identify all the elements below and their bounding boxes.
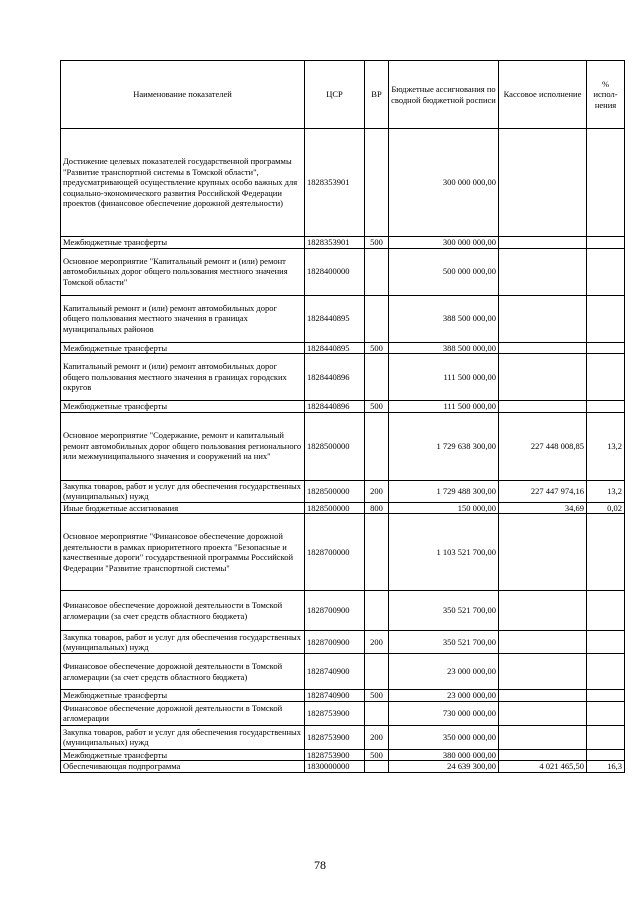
cell-name: Закупка товаров, работ и услуг для обеспечения государственных (муниципальных) нужд [61, 725, 305, 749]
cell-pct [587, 749, 625, 761]
cell-budget: 1 729 638 300,00 [389, 412, 499, 480]
cell-cash: 227 448 008,85 [499, 412, 587, 480]
cell-cash [499, 237, 587, 249]
cell-csr: 1830000000 [305, 761, 365, 773]
cell-name: Финансовое обеспечение дорожной деятельности в Томской агломерации (за счет средств областного бюджета) [61, 654, 305, 690]
cell-name: Основное мероприятие "Финансовое обеспечение дорожной деятельности в рамках приоритетного проекта "Безопасные и качественные дороги" государственной программы Российской Федерации "Развитие транспортной системы" [61, 514, 305, 591]
cell-cash [499, 248, 587, 295]
cell-cash [499, 690, 587, 702]
cell-pct [587, 342, 625, 354]
col-header-vr: ВР [365, 61, 389, 129]
cell-csr: 1828753900 [305, 725, 365, 749]
cell-csr: 1828700000 [305, 514, 365, 591]
cell-name: Капитальный ремонт и (или) ремонт автомобильных дорог общего пользования местного значения в границах муниципальных районов [61, 295, 305, 342]
cell-vr: 500 [365, 749, 389, 761]
cell-vr [365, 701, 389, 725]
col-header-pct: % испол-нения [587, 61, 625, 129]
cell-budget: 350 000 000,00 [389, 725, 499, 749]
cell-pct: 0,02 [587, 502, 625, 514]
cell-csr: 1828400000 [305, 248, 365, 295]
cell-vr [365, 129, 389, 237]
cell-csr: 1828500000 [305, 412, 365, 480]
cell-csr: 1828753900 [305, 749, 365, 761]
cell-budget: 500 000 000,00 [389, 248, 499, 295]
page-number: 78 [314, 858, 326, 872]
cell-pct: 13,2 [587, 480, 625, 502]
cell-cash [499, 354, 587, 401]
cell-budget: 1 729 488 300,00 [389, 480, 499, 502]
cell-pct: 16,3 [587, 761, 625, 773]
table-row [61, 725, 625, 749]
cell-vr [365, 761, 389, 773]
cell-pct [587, 631, 625, 654]
cell-cash: 34,69 [499, 502, 587, 514]
table-header-row [61, 61, 625, 129]
cell-name: Межбюджетные трансферты [61, 401, 305, 413]
cell-csr: 1828700900 [305, 631, 365, 654]
cell-name: Финансовое обеспечение дорожной деятельности в Томской агломерации [61, 701, 305, 725]
table-row [61, 237, 625, 249]
cell-name: Основное мероприятие "Содержание, ремонт и капитальный ремонт автомобильных дорог общего пользования регионального или межмуниципального значения и сооружений на них" [61, 412, 305, 480]
cell-csr: 1828753900 [305, 701, 365, 725]
table-row [61, 749, 625, 761]
cell-vr [365, 295, 389, 342]
cell-pct [587, 701, 625, 725]
cell-budget: 388 500 000,00 [389, 295, 499, 342]
cell-csr: 1828440896 [305, 354, 365, 401]
table-row [61, 295, 625, 342]
cell-cash [499, 591, 587, 631]
cell-cash [499, 631, 587, 654]
col-header-budget: Бюджетные ассигнования по сводной бюджетной росписи [389, 61, 499, 129]
cell-name: Обеспечивающая подпрограмма [61, 761, 305, 773]
cell-pct [587, 354, 625, 401]
cell-budget: 730 000 000,00 [389, 701, 499, 725]
budget-table [60, 60, 625, 773]
cell-budget: 380 000 000,00 [389, 749, 499, 761]
cell-budget: 388 500 000,00 [389, 342, 499, 354]
cell-budget: 300 000 000,00 [389, 129, 499, 237]
cell-vr: 500 [365, 690, 389, 702]
cell-vr: 500 [365, 237, 389, 249]
cell-pct [587, 654, 625, 690]
cell-csr: 1828700900 [305, 591, 365, 631]
col-header-name: Наименование показателей [61, 61, 305, 129]
cell-csr: 1828440895 [305, 295, 365, 342]
cell-cash [499, 701, 587, 725]
cell-cash [499, 725, 587, 749]
cell-budget: 150 000,00 [389, 502, 499, 514]
cell-csr: 1828353901 [305, 129, 365, 237]
table-row [61, 342, 625, 354]
cell-name: Межбюджетные трансферты [61, 690, 305, 702]
cell-cash [499, 749, 587, 761]
cell-budget: 111 500 000,00 [389, 401, 499, 413]
cell-cash: 4 021 465,50 [499, 761, 587, 773]
cell-name: Закупка товаров, работ и услуг для обеспечения государственных (муниципальных) нужд [61, 480, 305, 502]
table-row [61, 248, 625, 295]
cell-cash [499, 401, 587, 413]
cell-csr: 1828740900 [305, 690, 365, 702]
cell-pct [587, 401, 625, 413]
table-row [61, 480, 625, 502]
cell-csr: 1828740900 [305, 654, 365, 690]
cell-csr: 1828500000 [305, 502, 365, 514]
cell-budget: 350 521 700,00 [389, 591, 499, 631]
table-row [61, 354, 625, 401]
cell-vr: 200 [365, 631, 389, 654]
col-header-csr: ЦСР [305, 61, 365, 129]
cell-budget: 23 000 000,00 [389, 690, 499, 702]
cell-vr: 500 [365, 401, 389, 413]
cell-name: Межбюджетные трансферты [61, 749, 305, 761]
cell-vr [365, 248, 389, 295]
cell-vr: 200 [365, 725, 389, 749]
cell-budget: 300 000 000,00 [389, 237, 499, 249]
cell-pct [587, 591, 625, 631]
cell-budget: 24 639 300,00 [389, 761, 499, 773]
table-row [61, 129, 625, 237]
cell-cash [499, 342, 587, 354]
table-row [61, 401, 625, 413]
table-row [61, 654, 625, 690]
table-row [61, 631, 625, 654]
cell-cash: 227 447 974,16 [499, 480, 587, 502]
cell-cash [499, 654, 587, 690]
cell-vr: 800 [365, 502, 389, 514]
cell-vr [365, 514, 389, 591]
cell-budget: 23 000 000,00 [389, 654, 499, 690]
cell-csr: 1828353901 [305, 237, 365, 249]
cell-name: Закупка товаров, работ и услуг для обеспечения государственных (муниципальных) нужд [61, 631, 305, 654]
cell-budget: 1 103 521 700,00 [389, 514, 499, 591]
cell-vr: 200 [365, 480, 389, 502]
cell-name: Достижение целевых показателей государственной программы "Развитие транспортной системы в Томской области", предусматривающей осуществление крупных особо важных для социально-экономического развития Российской Федерации проектов (финансовое обеспечение дорожной деятельности) [61, 129, 305, 237]
cell-name: Финансовое обеспечение дорожной деятельности в Томской агломерации (за счет средств областного бюджета) [61, 591, 305, 631]
cell-budget: 111 500 000,00 [389, 354, 499, 401]
cell-vr [365, 412, 389, 480]
cell-pct: 13,2 [587, 412, 625, 480]
cell-cash [499, 129, 587, 237]
cell-vr [365, 354, 389, 401]
cell-pct [587, 237, 625, 249]
cell-name: Межбюджетные трансферты [61, 342, 305, 354]
cell-cash [499, 514, 587, 591]
cell-pct [587, 725, 625, 749]
table-row [61, 591, 625, 631]
table-row [61, 502, 625, 514]
cell-vr: 500 [365, 342, 389, 354]
table-row [61, 690, 625, 702]
cell-name: Межбюджетные трансферты [61, 237, 305, 249]
table-row [61, 701, 625, 725]
cell-cash [499, 295, 587, 342]
col-header-cash: Кассовое исполнение [499, 61, 587, 129]
cell-pct [587, 129, 625, 237]
cell-csr: 1828440896 [305, 401, 365, 413]
table-row [61, 761, 625, 773]
cell-csr: 1828440895 [305, 342, 365, 354]
cell-vr [365, 654, 389, 690]
cell-pct [587, 295, 625, 342]
table-row [61, 412, 625, 480]
cell-pct [587, 248, 625, 295]
cell-budget: 350 521 700,00 [389, 631, 499, 654]
cell-name: Основное мероприятие "Капитальный ремонт и (или) ремонт автомобильных дорог общего пользования местного значения Томской области" [61, 248, 305, 295]
table-row [61, 514, 625, 591]
cell-name: Капитальный ремонт и (или) ремонт автомобильных дорог общего пользования местного значения в границах городских округов [61, 354, 305, 401]
cell-pct [587, 514, 625, 591]
cell-csr: 1828500000 [305, 480, 365, 502]
cell-pct [587, 690, 625, 702]
cell-vr [365, 591, 389, 631]
cell-name: Иные бюджетные ассигнования [61, 502, 305, 514]
